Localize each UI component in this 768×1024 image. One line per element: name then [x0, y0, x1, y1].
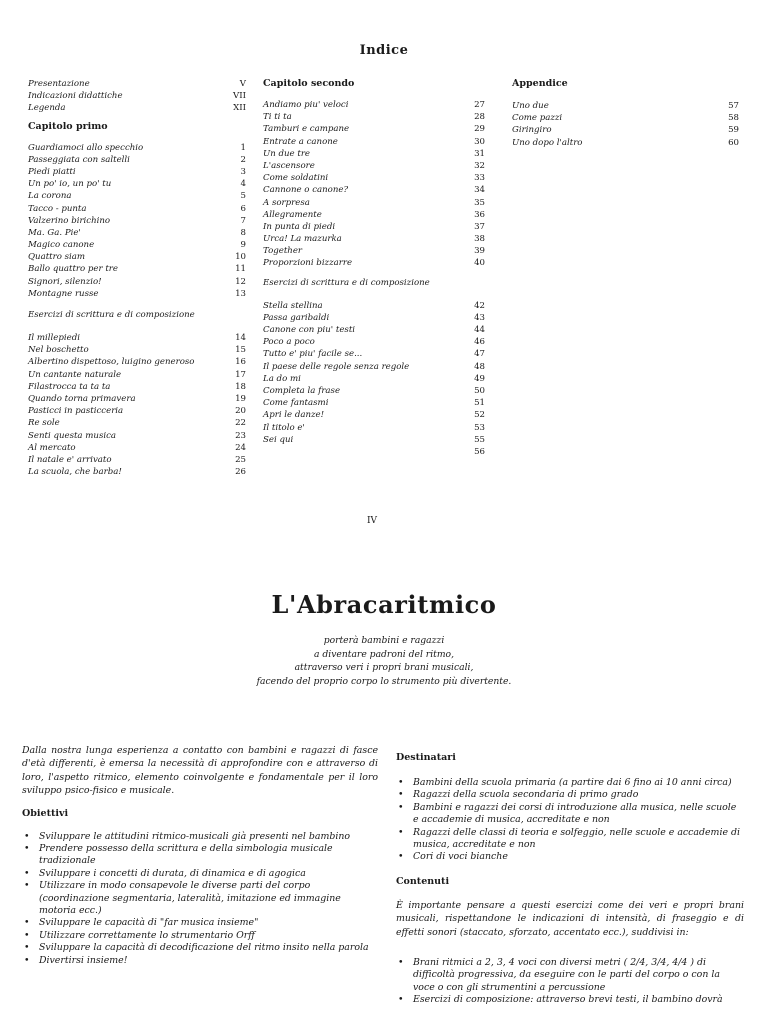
toc-entry-page: 9: [240, 240, 246, 251]
toc-entry-page: 39: [474, 246, 485, 257]
toc-entry: [28, 381, 246, 393]
toc-entry-title: Uno dopo l'altro: [512, 137, 583, 148]
toc-entry-title: A sorpresa: [263, 197, 310, 208]
toc-entry-title: Il titolo e': [263, 422, 305, 433]
contents-paragraph: È importante pensare a questi esercizi come dei veri e propri brani musicali, rispettandone le indicazioni di intensità, di fraseggio e di effetti sonori (staccato, sforzato, accentato ecc.), suddivisi in:: [396, 899, 744, 938]
toc-entry-page: 44: [474, 325, 485, 335]
toc-entry: [28, 369, 246, 381]
toc-entry-page: 36: [474, 209, 485, 220]
toc-entry-page: 33: [474, 173, 485, 184]
toc-entry-title: Il paese delle regole senza regole: [263, 361, 410, 372]
toc-entry: [28, 393, 246, 405]
toc-entry: [263, 99, 485, 111]
toc-entry: [263, 148, 485, 160]
toc-entry-title: Ballo quattro per tre: [28, 264, 118, 275]
toc-entry-title: Indicazioni didattiche: [28, 91, 123, 102]
toc-entry: [263, 184, 485, 196]
toc-entry-page: 19: [235, 393, 246, 404]
toc-entry-title: Montagne russe: [28, 288, 99, 299]
toc-entry-title: Presentazione: [28, 79, 90, 89]
toc-entry: [263, 446, 485, 458]
toc-entry-page: 52: [474, 410, 485, 421]
intro-title: L'Abracaritmico: [271, 590, 497, 619]
bullet-item: • Ragazzi delle classi di teoria e solfeggio, nelle scuole e accademie di musica, accreditate e non: [396, 827, 744, 852]
toc-entry-page: 3: [240, 166, 246, 177]
toc-entry: [28, 263, 246, 275]
toc-entry-title: Entrate a canone: [263, 136, 338, 147]
toc-entry: [263, 434, 485, 446]
toc-entry-page: 25: [235, 454, 246, 465]
toc-entry-page: 35: [474, 197, 485, 208]
toc-entry-title: Come fantasmi: [263, 398, 329, 409]
toc-entry-title: Allegramente: [263, 209, 322, 220]
toc-entry-page: 1: [240, 142, 246, 153]
toc-entry: [28, 154, 246, 166]
toc-entry-page: 7: [240, 215, 246, 226]
toc-entry-title: La corona: [28, 191, 72, 202]
toc-entry-title: Giringiro: [512, 125, 552, 136]
recipients-heading: Destinatari: [396, 752, 456, 763]
toc-entry: [512, 100, 739, 112]
toc-entry-page: 12: [235, 276, 246, 287]
toc-entry-page: 59: [728, 125, 739, 136]
toc-entry: [28, 190, 246, 202]
toc-entry: [263, 361, 485, 373]
toc-entry: [28, 288, 246, 300]
bullet-item: • Esercizi di composizione: attraverso brevi testi, il bambino dovrà: [396, 994, 744, 1006]
toc-entry: [28, 276, 246, 288]
left-column: [22, 744, 378, 967]
toc-entry-page: 4: [240, 179, 246, 190]
bullet-item: • Bambini e ragazzi dei corsi di introduzione alla musica, nelle scuole e accademie di musica, accreditate e non: [396, 802, 744, 827]
toc-entry-page: V: [239, 79, 246, 89]
contents-list: [396, 957, 744, 1007]
toc-entry-page: 49: [474, 373, 485, 384]
toc-entry: [512, 124, 739, 136]
toc-chapter-list: [263, 99, 485, 270]
bullet-item: • Ragazzi della scuola secondaria di primo grado: [396, 789, 744, 801]
toc-entry-page: 5: [240, 191, 246, 202]
toc-entry-title: Al mercato: [28, 442, 76, 453]
toc-entry-page: 30: [474, 136, 485, 147]
toc-entry: [263, 233, 485, 245]
toc-entry: [263, 257, 485, 269]
toc-entry-title: Tutto e' piu' facile se...: [263, 349, 363, 360]
toc-entry: [263, 324, 485, 336]
toc-entry: [28, 332, 246, 344]
contents-heading: Contenuti: [396, 875, 450, 887]
toc-entry-page: 42: [474, 300, 485, 311]
toc-entry-page: 51: [474, 398, 485, 409]
toc-column-1: [28, 78, 246, 478]
toc-entry-title: L'ascensore: [263, 160, 315, 171]
toc-entry-page: 50: [474, 385, 485, 396]
toc-entry-title: Cannone o canone?: [263, 185, 349, 196]
toc-entry-title: Nel boschetto: [28, 345, 89, 356]
toc-entry: [263, 209, 485, 221]
toc-entry: [263, 221, 485, 233]
toc-entry-page: 24: [235, 442, 246, 453]
toc-entry: [263, 111, 485, 123]
toc-entry-page: 28: [474, 112, 485, 123]
recipients-list: [396, 777, 744, 864]
toc-entry: [263, 160, 485, 172]
toc-entry: [263, 197, 485, 209]
toc-entry-page: 6: [240, 203, 246, 214]
toc-entry-title: Come pazzi: [512, 113, 563, 124]
toc-entry: [263, 336, 485, 348]
toc-column-3: [512, 78, 739, 149]
intro-subtitle: [0, 634, 768, 688]
toc-entry-page: 26: [235, 467, 246, 478]
toc-entry: [512, 112, 739, 124]
toc-entry-page: 38: [474, 234, 485, 245]
toc-entry-page: 37: [474, 221, 485, 232]
bullet-item: • Prendere possesso della scrittura e della simbologia musicale tradizionale: [22, 843, 378, 868]
toc-entry-page: 2: [240, 154, 246, 165]
toc-entry-page: 11: [235, 264, 246, 275]
toc-front-matter: [28, 78, 246, 115]
bullet-item: • Bambini della scuola primaria (a partire dai 6 fino ai 10 anni circa): [396, 777, 744, 789]
toc-entry: [28, 356, 246, 368]
toc-entry: [28, 417, 246, 429]
bullet-item: • Sviluppare i concetti di durata, di dinamica e di agogica: [22, 868, 378, 880]
toc-entry: [28, 142, 246, 154]
bullet-item: • Sviluppare le attitudini ritmico-musicali già presenti nel bambino: [22, 831, 378, 843]
toc-entry-page: 60: [728, 137, 739, 148]
toc-exercises-list: [28, 332, 246, 478]
bullet-item: • Sviluppare le capacità di "far musica insieme": [22, 917, 378, 929]
toc-entry-page: VII: [233, 91, 246, 102]
toc-chapter-list: [28, 142, 246, 300]
toc-entry-title: Pasticci in pasticceria: [28, 406, 124, 417]
toc-entry: [28, 251, 246, 263]
toc-entry: [263, 373, 485, 385]
toc-entry-title: Poco a poco: [263, 337, 315, 348]
toc-entry-page: 43: [474, 312, 485, 323]
toc-entry: [28, 90, 246, 102]
toc-entry-page: 16: [235, 357, 246, 368]
toc-entry-title: Passa garibaldi: [263, 312, 330, 323]
page-title: Indice: [359, 43, 409, 58]
bullet-item: • Cori di voci bianche: [396, 851, 744, 863]
toc-entry-title: Un po' io, un po' tu: [28, 179, 112, 190]
toc-entry-page: 15: [235, 345, 246, 356]
toc-entry-page: 8: [240, 227, 246, 238]
toc-entry: [263, 422, 485, 434]
bullet-item: • Utilizzare correttamente lo strumentario Orff: [22, 930, 378, 942]
toc-entry-title: La scuola, che barba!: [28, 467, 122, 478]
toc-entry: [263, 409, 485, 421]
toc-entry-title: Magico canone: [28, 240, 95, 251]
toc-entry-title: Ti ti ta: [263, 112, 292, 123]
toc-entry-page: 10: [235, 252, 246, 263]
toc-entry-title: Together: [263, 246, 303, 257]
toc-entry: [28, 239, 246, 251]
toc-entry-title: Urca! La mazurka: [263, 234, 342, 245]
toc-entry-page: 46: [474, 337, 485, 348]
bullet-item: • Sviluppare la capacità di decodificazione del ritmo insito nella parola: [22, 942, 378, 954]
chapter-heading: Capitolo primo: [28, 120, 108, 132]
toc-entry: [28, 102, 246, 114]
toc-entry: [28, 454, 246, 466]
toc-entry: [28, 430, 246, 442]
toc-entry-page: 18: [235, 381, 246, 392]
subtitle-line: attraverso veri i propri brani musicali,: [294, 662, 474, 673]
toc-entry: [512, 137, 739, 149]
toc-entry-title: Uno due: [512, 101, 549, 111]
toc-entry: [28, 78, 246, 90]
toc-entry: [28, 215, 246, 227]
toc-entry-title: Tamburi e campane: [263, 124, 350, 135]
toc-entry-title: Re sole: [28, 418, 60, 429]
toc-entry: [28, 442, 246, 454]
toc-entry-title: Un cantante naturale: [28, 369, 122, 380]
toc-entry-page: 27: [474, 100, 485, 110]
bullet-item: • Brani ritmici a 2, 3, 4 voci con diversi metri ( 2/4, 3/4, 4/4 ) di difficoltà progressiva, da eseguire con le parti del corpo o con la voce o con gli strumentini a percussione: [396, 957, 744, 994]
chapter-heading: Capitolo secondo: [263, 78, 355, 89]
toc-entry: [263, 385, 485, 397]
toc-entry-title: Piedi piatti: [28, 166, 76, 177]
toc-entry: [263, 397, 485, 409]
toc-entry-page: 20: [235, 406, 246, 417]
toc-entry-page: 32: [474, 160, 485, 171]
exercises-heading: Esercizi di scrittura e di composizione: [263, 277, 430, 288]
toc-entry-title: Signori, silenzio!: [28, 276, 102, 287]
toc-entry: [263, 123, 485, 135]
objectives-list: [22, 831, 378, 967]
toc-entry-page: 56: [474, 446, 485, 457]
toc-entry-page: 17: [235, 369, 246, 380]
toc-entry-page: 40: [474, 258, 485, 269]
right-column: [396, 752, 744, 1007]
exercises-heading: Esercizi di scrittura e di composizione: [28, 310, 195, 320]
page-number: IV: [366, 516, 378, 526]
intro-paragraph: Dalla nostra lunga esperienza a contatto con bambini e ragazzi di fasce d'età differenti, è emersa la necessità di approfondire con e attraverso di loro, l'aspetto ritmico, elemento coinvolgente e fondamentale per il loro sviluppo psico-fisico e musicale.: [22, 745, 378, 797]
toc-entry: [28, 166, 246, 178]
toc-entry-page: 14: [235, 333, 246, 343]
toc-entry-page: 53: [474, 422, 485, 433]
bullet-item: • Divertirsi insieme!: [22, 955, 378, 967]
subtitle-line: facendo del proprio corpo lo strumento più divertente.: [256, 675, 512, 687]
objectives-heading: Obiettivi: [22, 807, 69, 819]
toc-entry: [263, 348, 485, 360]
toc-entry-title: In punta di piedi: [263, 221, 336, 232]
toc-entry-title: Ma. Ga. Pie': [28, 227, 81, 238]
toc-entry-title: Come soldatini: [263, 173, 329, 184]
toc-entry: [28, 227, 246, 239]
toc-entry-page: 29: [474, 124, 485, 135]
toc-entry-page: 13: [235, 288, 246, 299]
toc-entry-title: Quattro siam: [28, 252, 86, 263]
toc-column-2: [263, 78, 485, 458]
toc-entry-page: 23: [235, 430, 246, 441]
toc-entry-page: 57: [728, 101, 739, 111]
toc-entry-title: Filastrocca ta ta ta: [28, 381, 111, 392]
toc-entry: [263, 312, 485, 324]
toc-entry-title: Guardiamoci allo specchio: [28, 142, 144, 153]
toc-entry-page: 34: [474, 185, 485, 196]
appendix-heading: Appendice: [512, 78, 568, 89]
toc-entry-page: 31: [474, 148, 485, 159]
toc-entry-page: XII: [233, 103, 246, 114]
toc-entry: [28, 203, 246, 215]
toc-entry-page: 47: [474, 349, 485, 360]
toc-entry: [28, 405, 246, 417]
toc-entry-page: 58: [728, 113, 739, 124]
toc-entry-title: Legenda: [28, 103, 66, 114]
toc-entry-title: Quando torna primavera: [28, 393, 136, 404]
bullet-item: • Utilizzare in modo consapevole le diverse parti del corpo (coordinazione segmentaria, lateralità, imitazione ed immagine motoria ecc.): [22, 880, 378, 917]
toc-entry-title: Albertino dispettoso, luigino generoso: [28, 357, 195, 368]
toc-exercises-list: [263, 300, 485, 458]
toc-entry: [263, 245, 485, 257]
subtitle-line: porterà bambini e ragazzi: [323, 635, 445, 646]
toc-entry-title: Apri le danze!: [263, 410, 325, 421]
toc-entry-title: Senti questa musica: [28, 430, 117, 441]
toc-entry-title: Un due tre: [263, 148, 311, 159]
toc-entry-title: Canone con piu' testi: [263, 325, 356, 335]
toc-entry-title: Completa la frase: [263, 385, 341, 396]
toc-entry: [28, 178, 246, 190]
toc-entry-page: 55: [474, 434, 485, 445]
toc-entry: [263, 300, 485, 312]
subtitle-line: a diventare padroni del ritmo,: [314, 648, 454, 660]
toc-entry-title: Valzerino birichino: [28, 215, 111, 226]
toc-entry-title: Proporzioni bizzarre: [263, 258, 353, 269]
toc-entry-page: 22: [235, 418, 246, 429]
toc-entry: [263, 136, 485, 148]
toc-entry-page: 48: [474, 361, 485, 372]
toc-entry: [28, 344, 246, 356]
toc-entry: [263, 172, 485, 184]
toc-entry-title: Sei qui: [263, 434, 294, 445]
toc-entry-title: Il natale e' arrivato: [28, 454, 112, 465]
toc-entry-title: La do mi: [263, 373, 301, 384]
toc-entry: [28, 466, 246, 478]
toc-appendix-list: [512, 100, 739, 149]
toc-entry-title: Il millepiedi: [28, 333, 80, 343]
toc-entry-title: Stella stellina: [263, 300, 323, 311]
toc-entry-title: Passeggiata con saltelli: [28, 154, 130, 165]
toc-entry-title: Andiamo piu' veloci: [263, 100, 349, 110]
toc-entry-title: Tacco - punta: [28, 203, 87, 214]
